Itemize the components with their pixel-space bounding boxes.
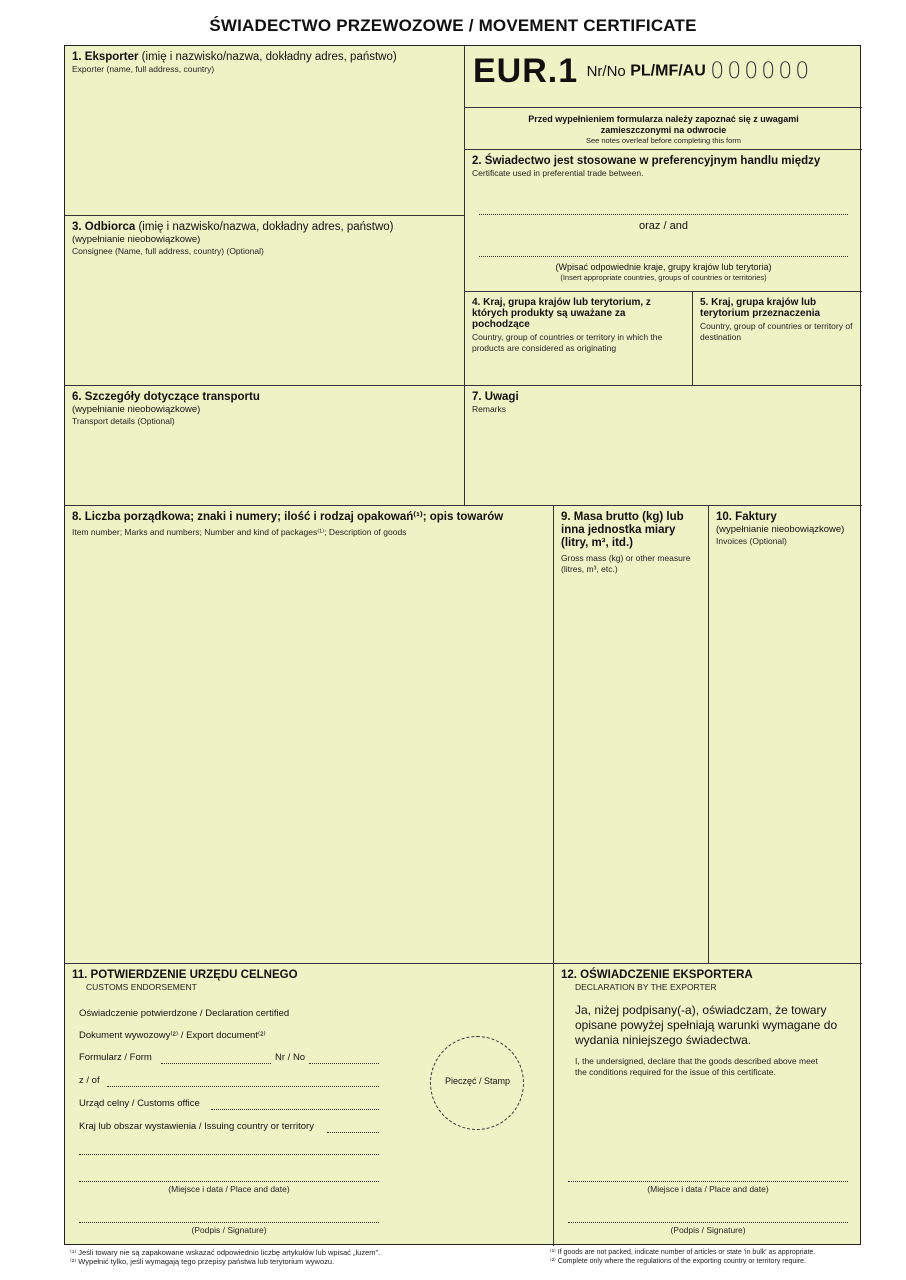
box-7-heading: 7. Uwagi (472, 391, 519, 403)
box-5-heading: 5. Kraj, grupa krajów lub terytorium przeznaczenia (700, 297, 821, 319)
declaration-certified-label: Oświadczenie potwierdzone / Declaration certified (79, 1008, 290, 1019)
notes-box (465, 108, 862, 150)
box-4-heading: 4. Kraj, grupa krajów lub terytorium, z których produkty są uważane za pochodzące (472, 297, 651, 330)
box-3-subtitle: Consignee (Name, full address, country) (Optional) (72, 246, 264, 256)
insert-en: (Insert appropriate countries, groups of countries or territories) (560, 273, 767, 282)
footnote-en-1: ⁽¹⁾ If goods are not packed, indicate number of articles or state 'in bulk' as appropriate. (550, 1249, 816, 1256)
box-11-subtitle: CUSTOMS ENDORSEMENT (86, 982, 197, 992)
signature-line[interactable] (79, 1222, 379, 1223)
signature-label: (Podpis / Signature) (191, 1225, 267, 1235)
customs-office-label: Urząd celny / Customs office (79, 1098, 200, 1109)
nr-label: Nr/No (586, 63, 626, 80)
certificate-code: PL/MF/AU (630, 62, 706, 80)
box-6-optional: (wypełnianie nieobowiązkowe) (72, 404, 201, 415)
issuing-country-field-2[interactable] (79, 1154, 379, 1155)
issuing-country-field[interactable] (327, 1132, 379, 1133)
footnote-pl-2: ⁽²⁾ Wypełnić tylko, jeśli wymagają tego przepisy państwa lub terytorium wywozu. (70, 1257, 335, 1266)
of-label: z / of (79, 1075, 100, 1086)
place-date-line[interactable] (79, 1181, 379, 1182)
and-label: oraz / and (639, 220, 688, 232)
footnotes-pl (70, 1248, 480, 1266)
trade-country-line-1 (479, 214, 848, 215)
box-10-optional: (wypełnianie nieobowiązkowe) (716, 524, 845, 535)
box-9-gross-mass[interactable] (554, 506, 709, 964)
exporter-place-date-line[interactable] (568, 1181, 848, 1182)
notes-pl: Przed wypełnieniem formularza należy zapoznać się z uwagami zamieszczonymi na odwrocie (528, 114, 799, 135)
declaration-text-en: I, the undersigned, declare that the goods described above meet the conditions required for the issue of this certificate. (575, 1056, 818, 1077)
box-6-subtitle: Transport details (Optional) (72, 416, 175, 426)
insert-pl: (Wpisać odpowiednie kraje, grupy krajów lub terytoria) (555, 262, 772, 272)
box-1-heading: 1. Eksporter (72, 51, 139, 63)
footnote-pl-1: ⁽¹⁾ Jeśli towary nie są zapakowane wskazać odpowiednio liczbę artykułów lub wpisać „luzem”. (70, 1248, 381, 1257)
box-9-subtitle: Gross mass (kg) or other measure (litres, m³, etc.) (561, 553, 691, 574)
notes-en: See notes overleaf before completing this form (585, 136, 742, 145)
box-3-optional: (wypełnianie nieobowiązkowe) (72, 234, 201, 245)
eur1-header (465, 46, 862, 108)
box-12-exporter-declaration[interactable] (554, 964, 862, 1246)
page-title: ŚWIADECTWO PRZEWOZOWE / MOVEMENT CERTIFICATE (209, 16, 697, 35)
place-date-label: (Miejsce i data / Place and date) (168, 1184, 290, 1194)
box-5-subtitle: Country, group of countries or territory of destination (700, 321, 853, 342)
nr-field[interactable] (309, 1063, 379, 1064)
form-field[interactable] (161, 1063, 271, 1064)
box-10-invoices[interactable] (709, 506, 862, 964)
exporter-place-date-label: (Miejsce i data / Place and date) (647, 1184, 769, 1194)
box-8-heading: 8. Liczba porządkowa; znaki i numery; ilość i rodzaj opakowań⁽¹⁾; opis towarów (72, 511, 504, 523)
box-2-subtitle: Certificate used in preferential trade between. (472, 168, 644, 178)
box-8-goods-description[interactable] (65, 506, 554, 964)
certificate-number: 000000 (710, 59, 813, 84)
stamp-label: Pieczęć / Stamp (444, 1076, 511, 1086)
box-4-origin-country[interactable] (465, 292, 693, 386)
box-2-preferential-trade[interactable] (465, 150, 862, 292)
of-field[interactable] (107, 1086, 379, 1087)
box-3-consignee[interactable] (65, 216, 465, 386)
box-2-heading: 2. Świadectwo jest stosowane w preferencyjnym handlu między (472, 155, 821, 167)
box-7-subtitle: Remarks (472, 404, 507, 414)
box-1-exporter[interactable] (65, 46, 465, 216)
box-4-subtitle: Country, group of countries or territory in which the products are considered as originating (472, 332, 663, 353)
box-11-customs-endorsement[interactable] (65, 964, 554, 1246)
box-12-subtitle: DECLARATION BY THE EXPORTER (575, 982, 717, 992)
footnotes-en (550, 1248, 870, 1266)
box-5-destination-country[interactable] (693, 292, 862, 386)
box-10-heading: 10. Faktury (716, 511, 777, 523)
declaration-text-pl: Ja, niżej podpisany(-a), oświadczam, że towary opisane powyżej spełniają warunki wymagane do wydania niniejszego świadectwa. (575, 1003, 838, 1047)
box-1-subtitle: Exporter (name, full address, country) (72, 64, 215, 74)
certificate-form (64, 45, 861, 1245)
nr-field-label: Nr / No (275, 1052, 306, 1063)
trade-country-line-2 (479, 256, 848, 257)
export-document-label: Dokument wywozowy⁽²⁾ / Export document⁽²⁾ (79, 1030, 266, 1041)
box-3-heading: 3. Odbiorca (72, 221, 136, 233)
box-3-heading-pl: (imię i nazwisko/nazwa, dokładny adres, państwo) (135, 221, 394, 233)
exporter-signature-line[interactable] (568, 1222, 848, 1223)
box-10-subtitle: Invoices (Optional) (716, 536, 787, 546)
box-6-heading: 6. Szczegóły dotyczące transportu (72, 391, 260, 403)
box-7-remarks[interactable] (465, 386, 862, 506)
customs-office-field[interactable] (211, 1109, 379, 1110)
form-label: Formularz / Form (79, 1052, 152, 1063)
eur1-label: EUR.1 (473, 52, 579, 90)
box-8-subtitle: Item number; Marks and numbers; Number and kind of packages⁽¹⁾; Description of goods (72, 527, 407, 537)
box-9-heading: 9. Masa brutto (kg) lub inna jednostka miary (litry, m³, itd.) (561, 511, 684, 549)
issuing-country-label: Kraj lub obszar wystawienia / Issuing country or territory (79, 1121, 314, 1132)
box-12-heading: 12. OŚWIADCZENIE EKSPORTERA (561, 969, 753, 981)
footnote-en-2: ⁽²⁾ Complete only where the regulations of the exporting country or territory require. (550, 1258, 806, 1265)
exporter-signature-label: (Podpis / Signature) (670, 1225, 746, 1235)
box-6-transport-details[interactable] (65, 386, 465, 506)
box-1-heading-pl: (imię i nazwisko/nazwa, dokładny adres, państwo) (138, 51, 397, 63)
box-11-heading: 11. POTWIERDZENIE URZĘDU CELNEGO (72, 969, 298, 981)
